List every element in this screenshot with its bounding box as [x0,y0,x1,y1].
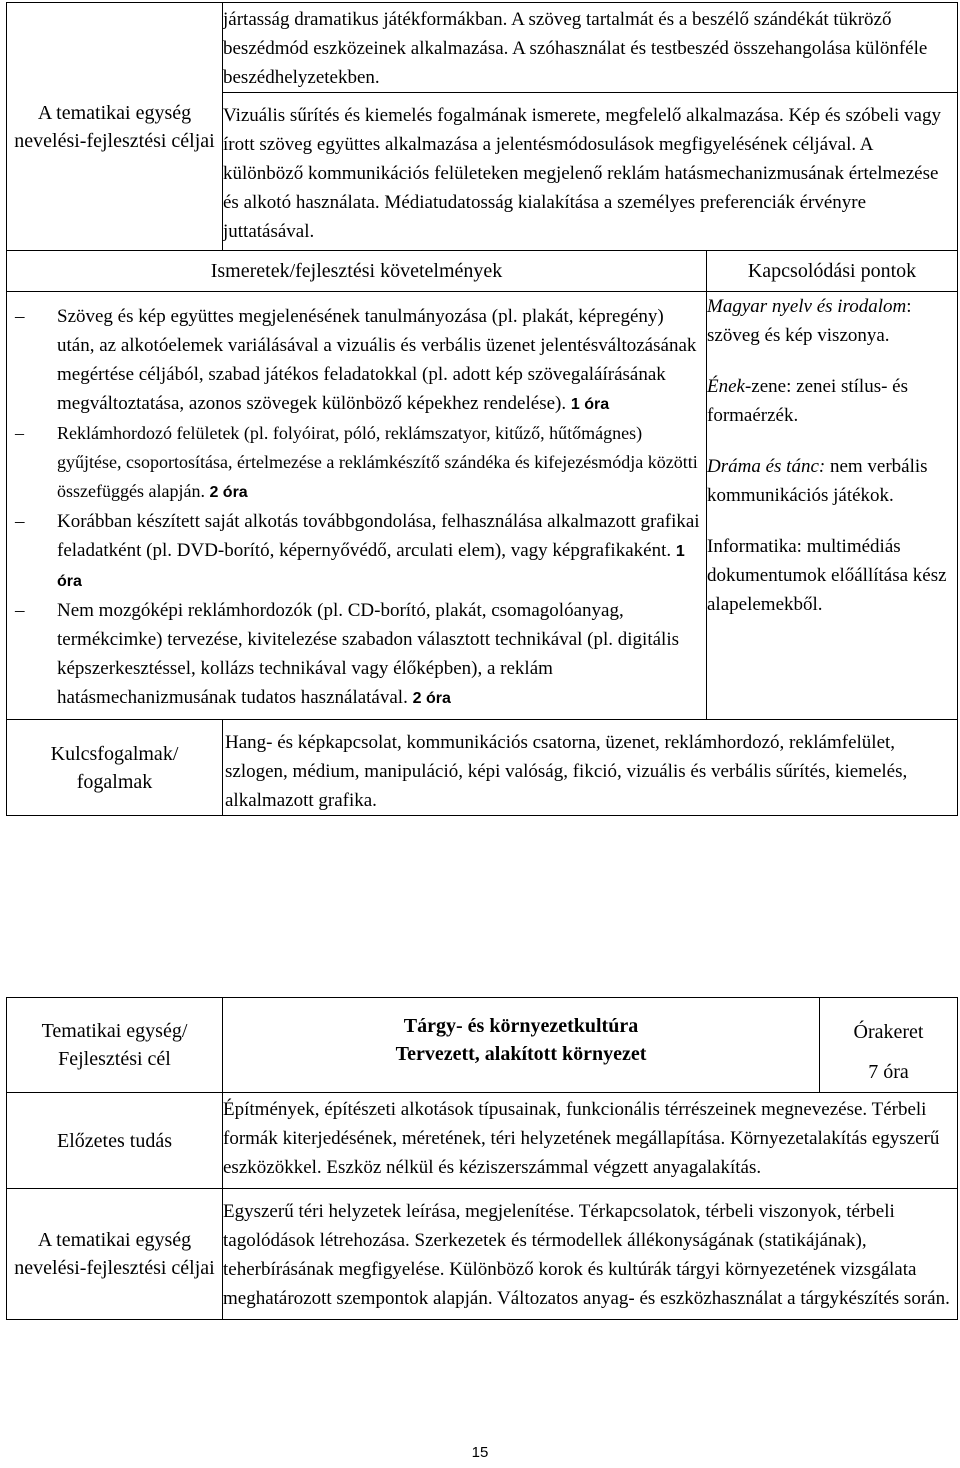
continuation-text: jártasság dramatikus játékformákban. A szöveg tartalmát és a beszélő szándékát tükröző beszédmód eszközeinek alkalmazása. A szóhasználat és testbeszéd összehangolása különféle beszédhelyzetekben. [223,9,928,88]
unit-title-2: Tervezett, alakított környezet [395,1043,647,1065]
page-number: 15 [471,1444,489,1461]
connection-item [707,532,957,619]
connection-subject: Dráma és tánc: [707,456,826,477]
unit-header-row [7,998,958,1093]
connection-text: : szöveg és kép viszonya. [707,296,912,346]
prior-text-cell [223,1093,958,1189]
unit-label: Tematikai egység/ Fejlesztési cél [41,1020,188,1070]
requirement-hours: 1 óra [570,396,610,413]
requirement-hours: 2 óra [412,690,451,707]
keywords-row [7,720,958,816]
prior-knowledge-row [7,1093,958,1189]
goals-text-2: Egyszerű téri helyzetek leírása, megjelenítése. Térkapcsolatok, térbeli viszonyok, térbeli tagolódások létrehozása. Szerkezetek és térmodellek állékonyságának (statikájának), teherbírásának megfigyelése. Különböző korok és kultúrák tárgyi környezetének vizsgálata meghatározott szempontok alapján. Változatos anyag- és eszközhasználat a tárgykészítés során. [223,1201,950,1309]
requirement-hours: 1 óra [57,543,685,590]
requirement-text: Korábban készített saját alkotás továbbgondolása, felhasználása alkalmazott grafikai feladatként (pl. DVD-borító, képernyővédő, arculati elem), vagy képgrafikaként. [57,511,700,561]
keywords-label: Kulcsfogalmak/ fogalmak [50,742,179,793]
requirements-header: Ismeretek/fejlesztési követelmények [7,251,707,292]
connection-text: Informatika: multimédiás dokumentumok előállítása kész alapelemekből. [707,536,947,615]
keywords-text-cell [223,720,958,816]
connection-text: nem verbális kommunikációs játékok. [707,456,928,506]
unit-title-cell [223,998,820,1093]
goals-text-cell-2 [223,1189,958,1320]
prior-label-cell [7,1093,223,1189]
column-header-row [7,251,958,292]
requirement-text: Szöveg és kép együttes megjelenésének tanulmányozása (pl. plakát, képregény) után, az alkotóelemek variálásával a vizuális és verbális üzenet jelentésváltozásának megértése céljából, szabad játékos feladatokkal (pl. adott kép szövegaláírásának megváltoztatása, azonos szövegek különböző képekhez rendelése). [57,306,697,414]
keywords-label-cell [7,720,223,816]
goals-label-2: A tematikai egység nevelési-fejlesztési céljai [14,1229,215,1279]
goals-text: Vizuális sűrítés és kiemelés fogalmának ismerete, megfelelő alkalmazása. Kép és szóbeli vagy írott szöveg együttes alkalmazása a jelentésmódosulások megfigyelésének céljával. A különböző kommunikációs felületeken megjelenő reklám hatásmechanizmusának értelmezése és alkotó használata. Médiatudatosság kialakítása a személyes preferenciák érvényre juttatásával. [223,105,941,242]
connection-item [707,292,957,350]
requirements-cell [7,292,707,720]
dash-bullet: – [15,511,25,532]
continuation-row [7,3,958,93]
hours-value: 7 óra [868,1061,909,1083]
hours-cell [820,998,958,1093]
connection-item [707,452,957,510]
connection-item [707,372,957,430]
content-row [7,292,958,720]
goals-label-cell-2 [7,1189,223,1320]
requirement-text: Nem mozgóképi reklámhordozók (pl. CD-borító, plakát, csomagolóanyag, termékcimke) tervezése, kivitelezése szabadon választott technikával (pl. digitális képszerkesztéssel, kollázs technikával vagy élőképben), a reklám hatásmechanizmusának tudatos használatával. [57,600,679,708]
connection-text: -zene: zenei stílus- és formaérzék. [707,376,908,426]
connection-subject: Ének [707,376,745,397]
dash-bullet: – [15,423,24,443]
prior-text: Építmények, építészeti alkotások típusainak, funkcionális térrészeinek megnevezése. Térbeli formák kiterjedésének, méretének, téri helyzetének megállapítása. Környezetalakítás egyszerű eszközökkel. Eszköz nélkül és kéziszerszámmal végzett anyagalakítás. [223,1099,940,1178]
goals-text-cell [223,93,958,251]
connection-subject: Magyar nyelv és irodalom [707,296,907,317]
requirement-text: Reklámhordozó felületek (pl. folyóirat, póló, reklámszatyor, kitűző, hűtőmágnes) gyűjtése, csoportosítása, értelmezése a reklámkészítő szándéka és kifejezésmódja közötti összefüggés alapján. [57,423,698,501]
requirements-list [7,292,706,719]
prior-label: Előzetes tudás [57,1129,172,1152]
unit-title-1: Tárgy- és környezetkultúra [403,1015,639,1037]
requirement-hours: 2 óra [209,484,248,501]
goals-label: A tematikai egység nevelési-fejlesztési céljai [14,101,215,152]
requirement-item [11,596,702,713]
goals-label-cell [7,3,223,251]
dash-bullet: – [15,600,25,621]
goals-row-2 [7,1189,958,1320]
dash-bullet: – [15,306,25,327]
requirement-item [11,302,702,419]
connections-cell [707,292,958,720]
requirement-item [11,419,702,507]
requirement-item [11,507,702,596]
curriculum-table-1 [6,2,958,816]
connections-header: Kapcsolódási pontok [707,251,958,292]
keywords-text: Hang- és képkapcsolat, kommunikációs csatorna, üzenet, reklámhordozó, reklámfelület, szlogen, médium, manipuláció, képi valóság, fikció, vizuális és verbális sűrítés, kiemelés, alkalmazott grafika. [225,732,908,811]
curriculum-table-2 [6,997,958,1320]
continuation-text-cell [223,3,958,93]
unit-label-cell [7,998,223,1093]
hours-label: Órakeret [853,1021,924,1043]
